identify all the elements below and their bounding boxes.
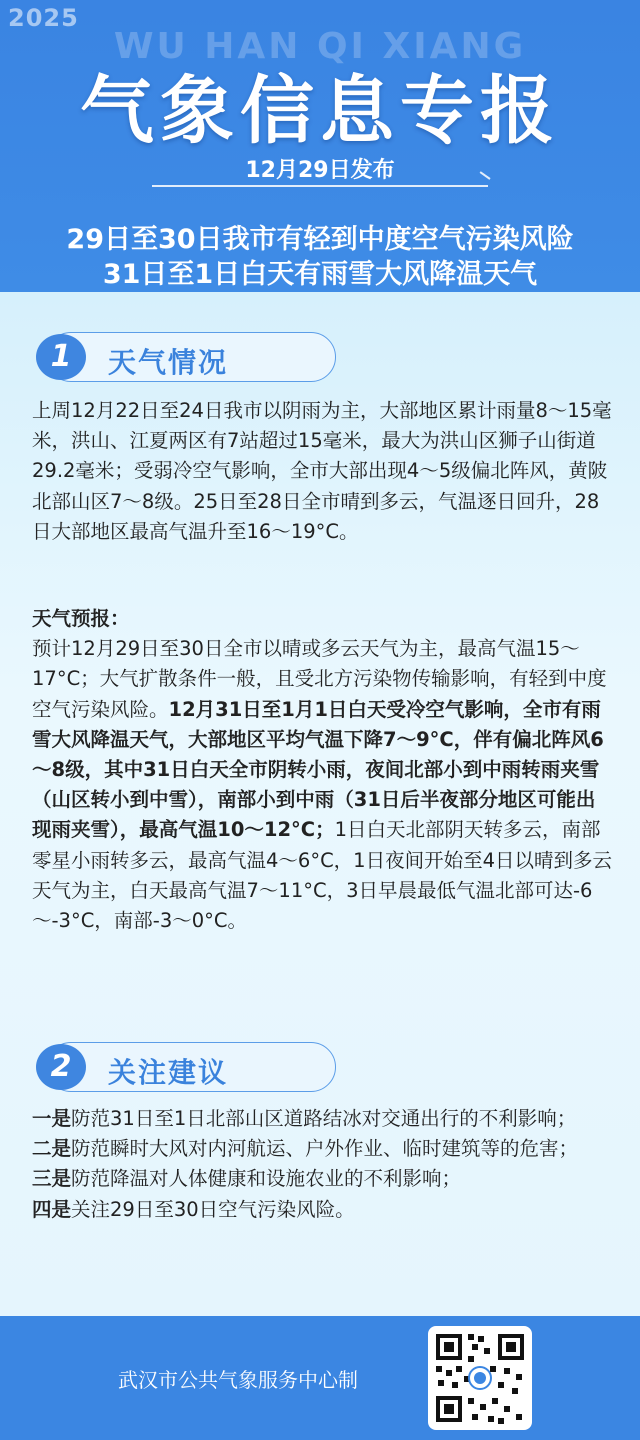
section-number-badge: 2 — [36, 1044, 86, 1090]
advice-list — [32, 1104, 612, 1225]
advice-text: 防范31日至1日北部山区道路结冰对交通出行的不利影响； — [71, 1107, 577, 1130]
forecast-label: 天气预报： — [32, 607, 130, 630]
watermark-text: WU HAN QI XIANG — [113, 26, 527, 67]
forecast-paragraph — [32, 604, 612, 936]
advice-lead: 三是 — [32, 1167, 72, 1191]
weather-summary-text: 上周12月22日至24日我市以阴雨为主，大部地区累计雨量8～15毫米，洪山、江夏两区有7站超过15毫米，最大为洪山区狮子山街道29.2毫米；受弱冷空气影响，全市大部出现4～5级偏北阵风，黄陂北部山区7～8级。25日至28日全市晴到多云，气温逐日回升，28日大部地区最高气温升至16～19°C。 — [32, 399, 612, 543]
advice-text: 防范降温对人体健康和设施农业的不利影响； — [71, 1167, 462, 1191]
advice-lead: 二是 — [32, 1137, 72, 1161]
page-title: 气象信息专报 — [80, 68, 560, 154]
list-item — [32, 1134, 612, 1164]
divider-line — [152, 185, 488, 187]
advice-text: 防范瞬时大风对内河航运、户外作业、临时建筑等的危害； — [71, 1137, 579, 1161]
section-header-weather — [36, 332, 336, 382]
section-title: 关注建议 — [108, 1056, 229, 1089]
list-item — [32, 1195, 612, 1225]
qr-code-graphic — [428, 1326, 532, 1430]
section-title: 天气情况 — [108, 346, 229, 379]
headline-1: 29日至30日我市有轻到中度空气污染风险 — [66, 224, 574, 255]
publish-date: 12月29日发布 — [245, 158, 395, 183]
forecast-text-bold: 12月31日至1月1日白天受冷空气影响，全市有雨雪大风降温天气，大部地区平均气温下降7～9°C，伴有偏北阵风6～8级，其中31日白天全市阴转小雨，夜间北部小到中雨转雨夹雪（山区转小到中雪），南部小到中雨（31日后半夜部分地区可能出现雨夹雪），最高气温10～12°C； — [32, 697, 604, 842]
footer-bar — [0, 1316, 640, 1440]
list-item — [32, 1104, 612, 1134]
headline-2: 31日至1日白天有雨雪大风降温天气 — [102, 259, 538, 290]
section-header-advice — [36, 1042, 336, 1092]
forecast-text-1: 预计12月29日至30日全市以晴或多云天气为主，最高气温15～17°C；大气扩散条件一般，且受北方污染物传输影响，有轻到中度空气污染风险。 — [32, 637, 607, 721]
year-label: 2025 — [8, 4, 79, 32]
section-number-badge: 1 — [36, 334, 86, 380]
weather-summary-paragraph — [32, 396, 612, 547]
qr-code-icon[interactable] — [428, 1326, 532, 1430]
header-banner — [0, 0, 640, 292]
footer-org: 武汉市公共气象服务中心制 — [118, 1368, 358, 1392]
list-item — [32, 1164, 612, 1194]
advice-text: 关注29日至30日空气污染风险。 — [71, 1197, 355, 1221]
advice-lead: 四是 — [32, 1197, 72, 1221]
content-area — [0, 292, 640, 1316]
forecast-text-2: 1日白天北部阴天转多云，南部零星小雨转多云，最高气温4～6°C，1日夜间开始至4日以晴到多云天气为主，白天最高气温7～11°C，3日早晨最低气温北部可达-6～-3°C，南部-3～0°C。 — [32, 818, 612, 933]
advice-lead: 一是 — [32, 1107, 72, 1130]
